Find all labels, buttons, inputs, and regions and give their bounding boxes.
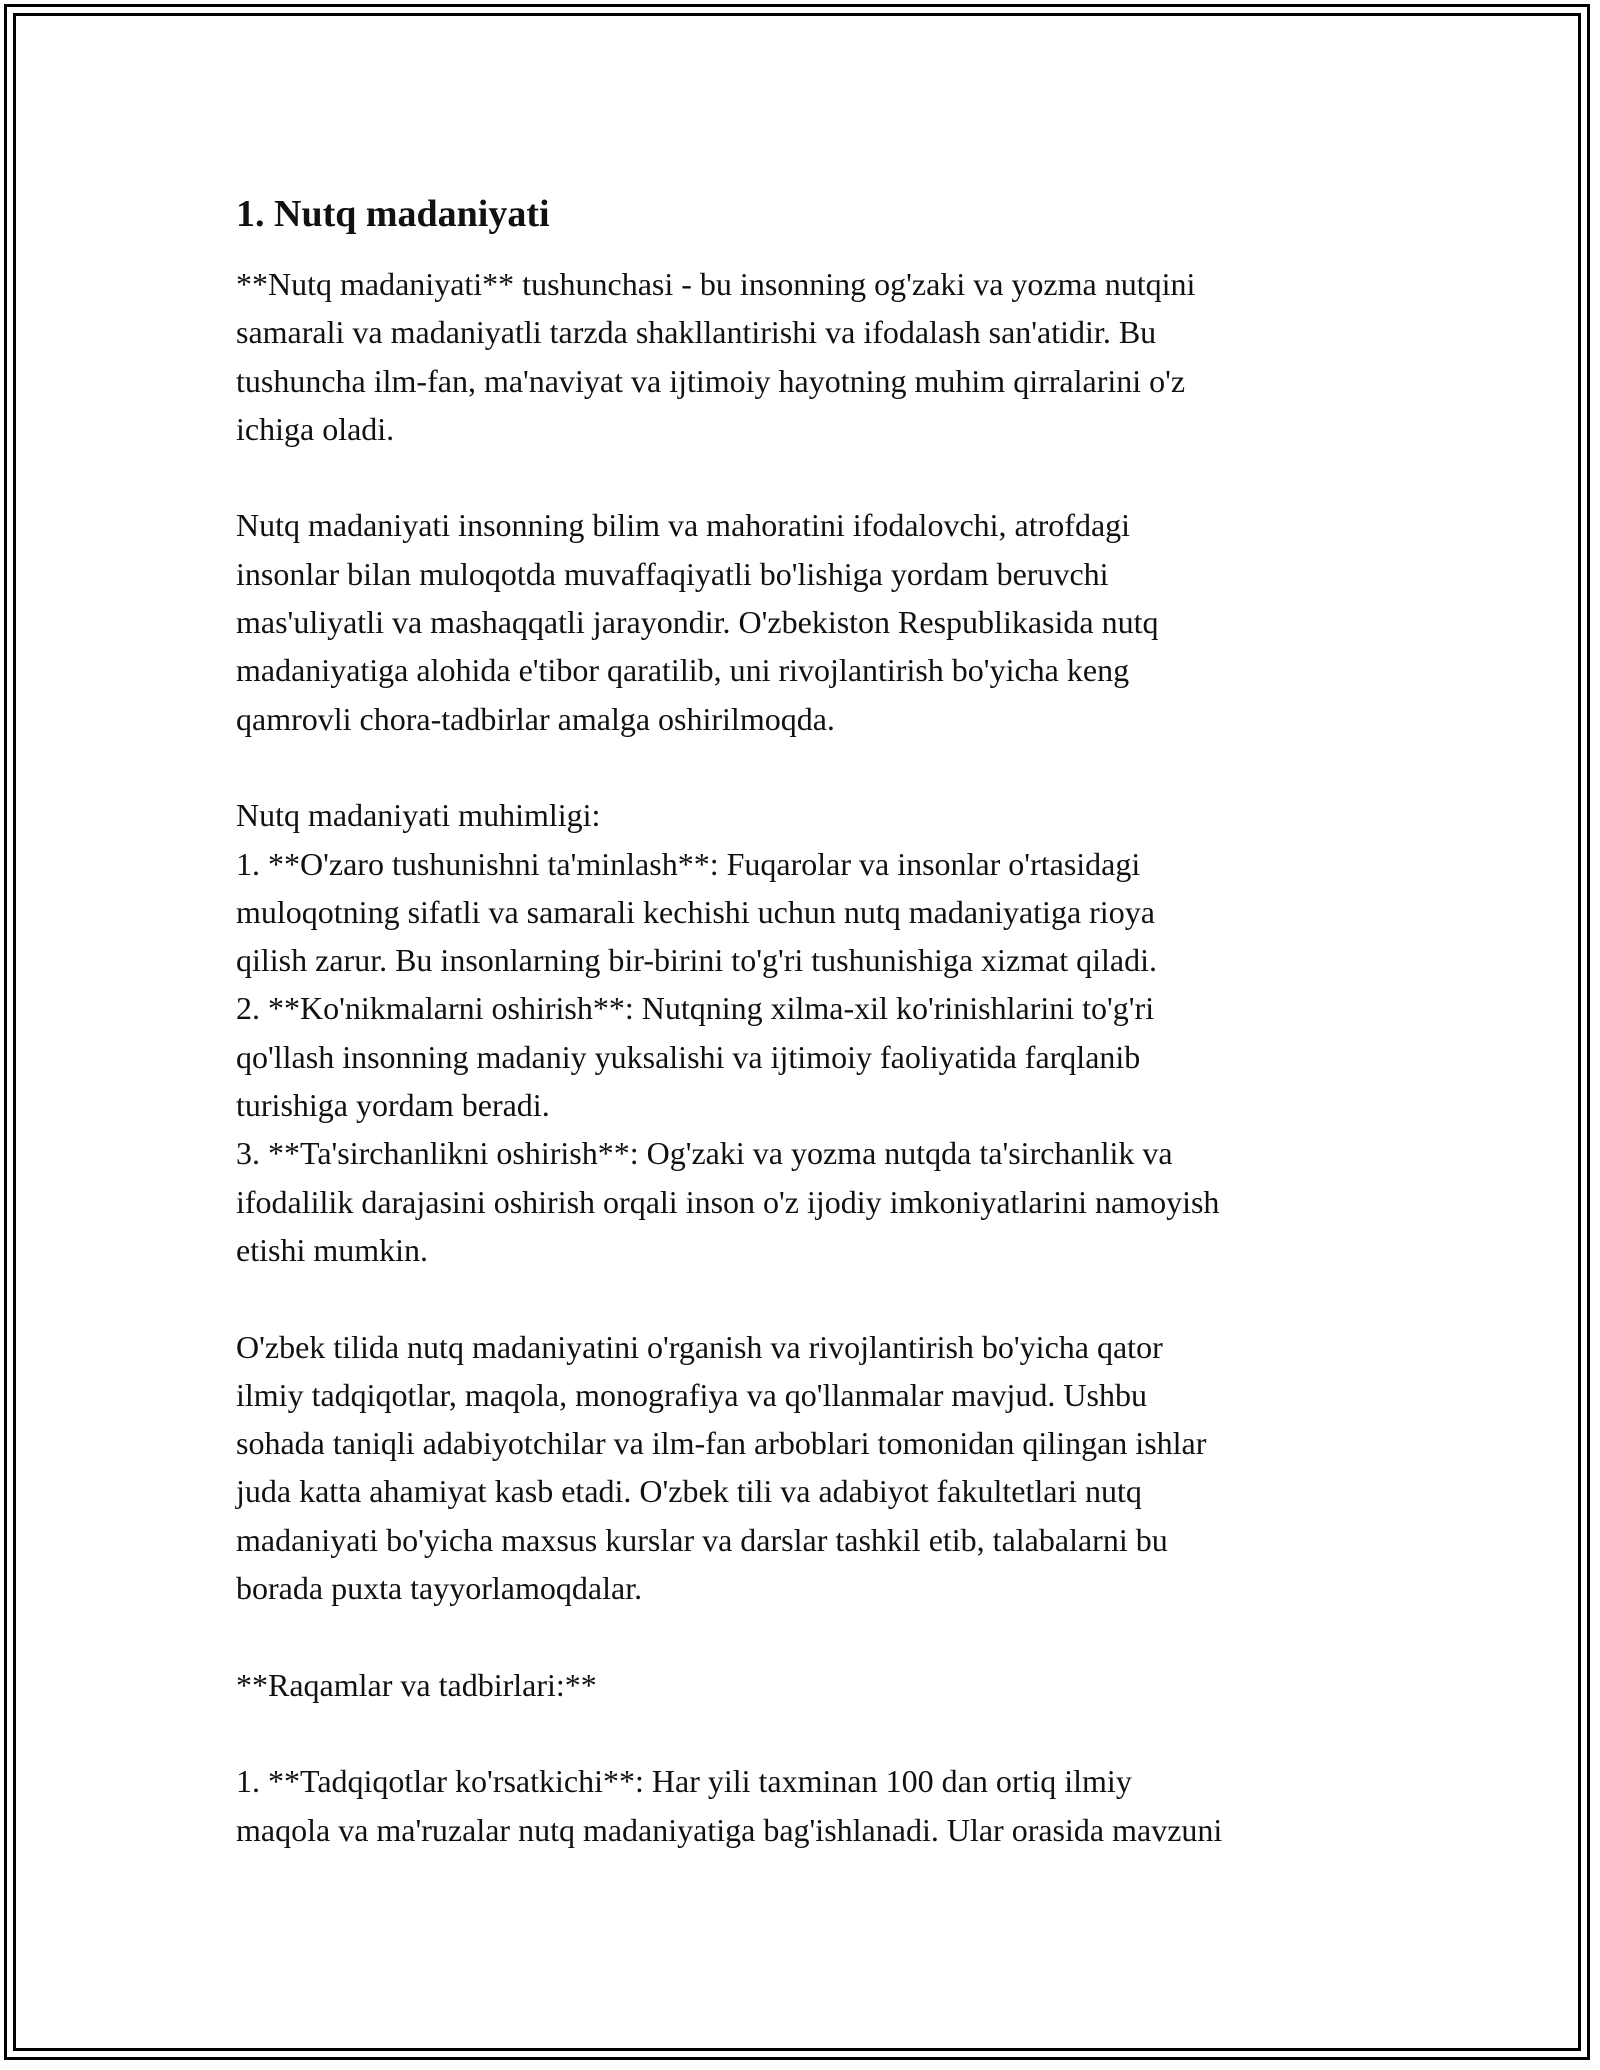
text-line: madaniyatiga alohida e'tibor qaratilib, uni rivojlantirish bo'yicha keng: [236, 652, 1130, 689]
text-line: qamrovli chora-tadbirlar amalga oshirilmoqda.: [236, 700, 835, 737]
text-line: insonlar bilan muloqotda muvaffaqiyatli bo'lishiga yordam beruvchi: [236, 555, 1109, 592]
paragraph-definition: [236, 260, 1386, 453]
text-line: tushuncha ilm-fan, ma'naviyat va ijtimoiy hayotning muhim qirralarini o'z: [236, 362, 1186, 399]
text-line: qilish zarur. Bu insonlarning bir-birini to'g'ri tushunishiga xizmat qiladi.: [236, 942, 1157, 979]
paragraph-importance-list: [236, 791, 1386, 1274]
text-line: muloqotning sifatli va samarali kechishi uchun nutq madaniyatiga rioya: [236, 893, 1155, 930]
text-line: turishiga yordam beradi.: [236, 1087, 550, 1124]
text-line: mas'uliyatli va mashaqqatli jarayondir. O'zbekiston Respublikasida nutq: [236, 604, 1159, 641]
text-line: samarali va madaniyatli tarzda shakllantirishi va ifodalash san'atidir. Bu: [236, 314, 1157, 351]
list-item: 2. **Ko'nikmalarni oshirish**: Nutqning xilma-xil ko'rinishlarini to'g'ri: [236, 990, 1155, 1027]
text-line: O'zbek tilida nutq madaniyatini o'rganish va rivojlantirish bo'yicha qator: [236, 1328, 1163, 1365]
text-line: **Nutq madaniyati** tushunchasi - bu insonning og'zaki va yozma nutqini: [236, 266, 1196, 302]
text-line: Nutq madaniyati insonning bilim va mahoratini ifodalovchi, atrofdagi: [236, 507, 1131, 544]
paragraph-statistics: [236, 1757, 1386, 1854]
list-item: 1. **O'zaro tushunishni ta'minlash**: Fuqarolar va insonlar o'rtasidagi: [236, 845, 1141, 882]
list-item: 3. **Ta'sirchanlikni oshirish**: Og'zaki va yozma nutqda ta'sirchanlik va: [236, 1135, 1173, 1172]
section-heading: 1. Nutq madaniyati: [236, 193, 550, 235]
paragraph-gap: [236, 1612, 1386, 1660]
paragraph-gap: [236, 1274, 1386, 1322]
paragraph-research: [236, 1323, 1386, 1613]
text-line: madaniyati bo'yicha maxsus kurslar va darslar tashkil etib, talabalarni bu: [236, 1521, 1168, 1558]
text-line: ifodalilik darajasini oshirish orqali inson o'z ijodiy imkoniyatlarini namoyish: [236, 1183, 1220, 1220]
text-line: juda katta ahamiyat kasb etadi. O'zbek tili va adabiyot fakultetlari nutq: [236, 1473, 1142, 1510]
text-line: sohada taniqli adabiyotchilar va ilm-fan arboblari tomonidan qilingan ishlar: [236, 1425, 1207, 1462]
text-line: ilmiy tadqiqotlar, maqola, monografiya va qo'llanmalar mavjud. Ushbu: [236, 1376, 1147, 1413]
paragraph-process: [236, 501, 1386, 742]
text-line: ichiga oladi.: [236, 410, 395, 447]
list-item: 1. **Tadqiqotlar ko'rsatkichi**: Har yili taxminan 100 dan ortiq ilmiy: [236, 1763, 1132, 1800]
text-line: **Raqamlar va tadbirlari:**: [236, 1666, 597, 1703]
document-body: [236, 190, 1386, 1854]
paragraph-subheading: [236, 1661, 1386, 1709]
text-line: qo'llash insonning madaniy yuksalishi va ijtimoiy faoliyatida farqlanib: [236, 1038, 1141, 1075]
paragraph-gap: [236, 743, 1386, 791]
paragraph-gap: [236, 1709, 1386, 1757]
text-line: etishi mumkin.: [236, 1231, 428, 1268]
paragraph-gap: [236, 453, 1386, 501]
text-line: maqola va ma'ruzalar nutq madaniyatiga bag'ishlanadi. Ular orasida mavzuni: [236, 1811, 1223, 1848]
text-line: Nutq madaniyati muhimligi:: [236, 797, 601, 834]
text-line: borada puxta tayyorlamoqdalar.: [236, 1570, 643, 1607]
